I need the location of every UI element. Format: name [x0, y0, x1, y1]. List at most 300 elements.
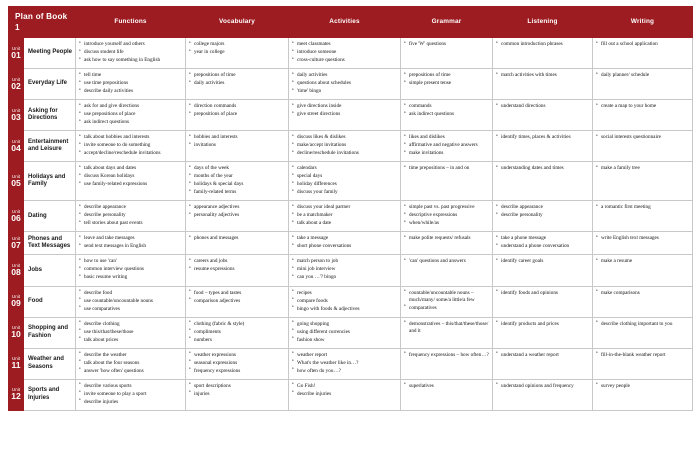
cell-writing — [593, 286, 693, 317]
cell-list — [404, 258, 489, 265]
cell-list — [596, 235, 689, 242]
cell-functions — [76, 379, 186, 410]
cell-activities — [289, 100, 401, 131]
cell-activities — [289, 131, 401, 162]
cell-list — [404, 204, 489, 227]
cell-listening — [493, 38, 593, 69]
list-item: • discuss student life — [79, 49, 182, 56]
list-item: • tell time — [79, 72, 182, 79]
list-item: • use countable/uncountable nouns — [79, 298, 182, 305]
list-item: • use this/that/these/those — [79, 329, 182, 336]
cell-vocabulary — [186, 162, 289, 201]
list-item: • countable/uncountable nouns – much/many/ some/a little/a few — [404, 290, 489, 304]
list-item: • describe appearance — [496, 204, 589, 211]
cell-list — [79, 165, 182, 188]
cell-vocabulary — [186, 317, 289, 348]
list-item: • social interests questionnaire — [596, 134, 689, 141]
list-item: • fill-in-the-blank weather report — [596, 352, 689, 359]
unit-number-cell — [9, 255, 24, 286]
list-item: • daily planner/ schedule — [596, 72, 689, 79]
list-item: • describe clothing important to you — [596, 321, 689, 328]
list-item: • use family-related expressions — [79, 181, 182, 188]
cell-functions — [76, 38, 186, 69]
list-item: • write English text messages — [596, 235, 689, 242]
cell-writing — [593, 255, 693, 286]
cell-list — [496, 258, 589, 265]
unit-title: Weather and Seasons — [24, 348, 76, 379]
list-item: • identify times, places & activities — [496, 134, 589, 141]
table-row — [9, 348, 693, 379]
list-item: • family-related terms — [189, 189, 285, 196]
list-item: • understanding dates and times — [496, 165, 589, 172]
list-item: • basic resume writing — [79, 274, 182, 281]
list-item: • talk about hobbies and interests — [79, 134, 182, 141]
table-row — [9, 232, 693, 255]
list-item: • understand opinions and frequency — [496, 383, 589, 390]
list-item: • common introduction phrases — [496, 41, 589, 48]
list-item: • 'can' questions and answers — [404, 258, 489, 265]
list-item: • phones and messages — [189, 235, 285, 242]
unit-number: 11 — [11, 360, 21, 371]
cell-vocabulary — [186, 201, 289, 232]
unit-title: Entertainment and Leisure — [24, 131, 76, 162]
cell-list — [189, 103, 285, 118]
list-item: • direction commands — [189, 103, 285, 110]
cell-list — [404, 103, 489, 118]
cell-listening — [493, 348, 593, 379]
cell-activities — [289, 255, 401, 286]
table-row — [9, 201, 693, 232]
plan-table — [8, 6, 693, 411]
cell-list — [189, 321, 285, 344]
unit-title: Food — [24, 286, 76, 317]
cell-grammar — [401, 38, 493, 69]
list-item: • describe clothing — [79, 321, 182, 328]
cell-activities — [289, 317, 401, 348]
list-item: • demonstratives – this/that/these/those/ and it — [404, 321, 489, 335]
list-item: • affirmative and negative answers — [404, 142, 489, 149]
cell-activities — [289, 348, 401, 379]
cell-grammar — [401, 348, 493, 379]
cell-list — [292, 41, 397, 64]
cell-list — [496, 103, 589, 110]
list-item: • can you …'? bingo — [292, 274, 397, 281]
list-item: • ask indirect questions — [79, 119, 182, 126]
list-item: • calendars — [292, 165, 397, 172]
unit-label: Unit — [11, 76, 21, 82]
cell-functions — [76, 201, 186, 232]
unit-number: 06 — [11, 213, 21, 224]
list-item: • time prepositions – in and on — [404, 165, 489, 172]
cell-list — [292, 165, 397, 196]
list-item: • college majors — [189, 41, 285, 48]
cell-list — [79, 258, 182, 281]
cell-list — [189, 41, 285, 56]
list-item: • describe daily activities — [79, 88, 182, 95]
list-item: • talk about prices — [79, 337, 182, 344]
unit-label: Unit — [11, 236, 21, 242]
cell-writing — [593, 201, 693, 232]
unit-number-cell — [9, 348, 24, 379]
cell-activities — [289, 232, 401, 255]
list-item: • meet classmates — [292, 41, 397, 48]
cell-list — [189, 134, 285, 149]
cell-list — [189, 290, 285, 305]
cell-list — [79, 134, 182, 157]
cell-list — [292, 321, 397, 344]
column-header-functions: Functions — [76, 7, 186, 38]
cell-list — [496, 72, 589, 79]
list-item: • numbers — [189, 337, 285, 344]
list-item: • fill out a school application — [596, 41, 689, 48]
cell-list — [596, 72, 689, 79]
list-item: • ask how to say something in English — [79, 57, 182, 64]
list-item: • cross-culture questions — [292, 57, 397, 64]
cell-listening — [493, 162, 593, 201]
cell-list — [292, 290, 397, 313]
unit-number-cell — [9, 232, 24, 255]
cell-list — [189, 165, 285, 196]
cell-list — [292, 134, 397, 157]
list-item: • invitations — [189, 142, 285, 149]
list-item: • take a phone message — [496, 235, 589, 242]
list-item: • be a matchmaker — [292, 212, 397, 219]
list-item: • describe appearance — [79, 204, 182, 211]
list-item: • identify products and prices — [496, 321, 589, 328]
cell-list — [292, 204, 397, 227]
page-title — [9, 7, 76, 38]
unit-title: Meeting People — [24, 38, 76, 69]
list-item: • match activities with times — [496, 72, 589, 79]
list-item: • commands — [404, 103, 489, 110]
cell-list — [496, 134, 589, 141]
cell-list — [596, 165, 689, 172]
unit-label: Unit — [11, 325, 21, 331]
cell-listening — [493, 131, 593, 162]
cell-list — [404, 165, 489, 172]
list-item: • answer 'how often' questions — [79, 368, 182, 375]
cell-list — [404, 321, 489, 335]
cell-list — [79, 352, 182, 375]
list-item: • using different currencies — [292, 329, 397, 336]
cell-list — [292, 235, 397, 250]
unit-number: 03 — [11, 112, 21, 123]
table-body — [9, 38, 693, 411]
list-item: • Go Fish! — [292, 383, 397, 390]
cell-writing — [593, 38, 693, 69]
cell-list — [189, 204, 285, 219]
unit-number-cell — [9, 100, 24, 131]
list-item: • daily activities — [292, 72, 397, 79]
unit-title: Sports and Injuries — [24, 379, 76, 410]
list-item: • create a map to your home — [596, 103, 689, 110]
unit-number: 09 — [11, 298, 21, 309]
list-item: • invite someone to do something — [79, 142, 182, 149]
unit-label: Unit — [11, 107, 21, 113]
column-header-writing: Writing — [593, 7, 693, 38]
list-item: • make a resume — [596, 258, 689, 265]
unit-title: Phones and Text Messages — [24, 232, 76, 255]
unit-number: 04 — [11, 143, 21, 154]
list-item: • clothing (fabric & style) — [189, 321, 285, 328]
cell-listening — [493, 100, 593, 131]
list-item: • tell stories about past events — [79, 220, 182, 227]
list-item: • common interview questions — [79, 266, 182, 273]
cell-listening — [493, 232, 593, 255]
cell-list — [404, 383, 489, 390]
unit-label: Unit — [11, 174, 21, 180]
page-title-text: Plan of Book 1 — [15, 12, 68, 33]
unit-title: Everyday Life — [24, 69, 76, 100]
list-item: • simple past vs. past progressive — [404, 204, 489, 211]
list-item: • make invitations — [404, 150, 489, 157]
list-item: • simple present tense — [404, 80, 489, 87]
list-item: • use prepositions of place — [79, 111, 182, 118]
cell-list — [79, 321, 182, 344]
cell-vocabulary — [186, 100, 289, 131]
list-item: • decline/reschedule invitations — [292, 150, 397, 157]
list-item: • fashion show — [292, 337, 397, 344]
list-item: • days of the week — [189, 165, 285, 172]
unit-number: 12 — [11, 391, 21, 402]
cell-list — [596, 290, 689, 297]
list-item: • describe food — [79, 290, 182, 297]
cell-list — [292, 72, 397, 95]
cell-list — [292, 352, 397, 375]
list-item: • make comparisons — [596, 290, 689, 297]
list-item: • holiday differences — [292, 181, 397, 188]
cell-list — [79, 204, 182, 227]
list-item: • food – types and tastes — [189, 290, 285, 297]
cell-vocabulary — [186, 286, 289, 317]
unit-label: Unit — [11, 209, 21, 215]
list-item: • resume expressions — [189, 266, 285, 273]
cell-functions — [76, 232, 186, 255]
table-row — [9, 38, 693, 69]
cell-list — [596, 103, 689, 110]
unit-title: Jobs — [24, 255, 76, 286]
cell-list — [596, 383, 689, 390]
cell-functions — [76, 162, 186, 201]
list-item: • accept/decline/reschedule invitations — [79, 150, 182, 157]
unit-title: Shopping and Fashion — [24, 317, 76, 348]
list-item: • make a family tree — [596, 165, 689, 172]
list-item: • year in college — [189, 49, 285, 56]
unit-number: 02 — [11, 80, 21, 91]
column-header-listening: Listening — [493, 7, 593, 38]
cell-functions — [76, 348, 186, 379]
cell-grammar — [401, 379, 493, 410]
list-item: • frequency expressions – how often…? — [404, 352, 489, 359]
cell-grammar — [401, 131, 493, 162]
list-item: • What's the weather like in…? — [292, 360, 397, 367]
unit-number-cell — [9, 286, 24, 317]
unit-title: Asking for Directions — [24, 100, 76, 131]
unit-number-cell — [9, 38, 24, 69]
list-item: • weather report — [292, 352, 397, 359]
list-item: • questions about schedules — [292, 80, 397, 87]
list-item: • describe the weather — [79, 352, 182, 359]
unit-number-cell — [9, 69, 24, 100]
list-item: • hobbies and interests — [189, 134, 285, 141]
list-item: • special days — [292, 173, 397, 180]
unit-number-cell — [9, 131, 24, 162]
cell-grammar — [401, 232, 493, 255]
list-item: • describe personality — [496, 212, 589, 219]
table-row — [9, 100, 693, 131]
table-row — [9, 317, 693, 348]
cell-listening — [493, 69, 593, 100]
cell-writing — [593, 162, 693, 201]
list-item: • ask for and give directions — [79, 103, 182, 110]
cell-grammar — [401, 100, 493, 131]
cell-list — [496, 41, 589, 48]
cell-writing — [593, 317, 693, 348]
cell-functions — [76, 131, 186, 162]
list-item: • survey people — [596, 383, 689, 390]
list-item: • invite someone to play a sport — [79, 391, 182, 398]
list-item: • understand a phone conversation — [496, 243, 589, 250]
cell-list — [404, 352, 489, 359]
cell-listening — [493, 201, 593, 232]
list-item: • give street directions — [292, 111, 397, 118]
cell-vocabulary — [186, 348, 289, 379]
list-item: • compare foods — [292, 298, 397, 305]
cell-list — [596, 258, 689, 265]
cell-functions — [76, 69, 186, 100]
cell-list — [496, 321, 589, 328]
cell-activities — [289, 201, 401, 232]
list-item: • sport descriptions — [189, 383, 285, 390]
cell-functions — [76, 317, 186, 348]
unit-number: 10 — [11, 329, 21, 340]
cell-list — [79, 235, 182, 250]
unit-number: 08 — [11, 267, 21, 278]
list-item: • appearance adjectives — [189, 204, 285, 211]
cell-list — [189, 352, 285, 375]
table-row — [9, 69, 693, 100]
list-item: • talk about days and dates — [79, 165, 182, 172]
cell-writing — [593, 100, 693, 131]
cell-grammar — [401, 162, 493, 201]
cell-list — [496, 165, 589, 172]
list-item: • describe injuries — [292, 391, 397, 398]
unit-number: 07 — [11, 240, 21, 251]
list-item: • descriptive expressions — [404, 212, 489, 219]
list-item: • introduce yourself and others — [79, 41, 182, 48]
unit-title: Dating — [24, 201, 76, 232]
list-item: • discuss Korean holidays — [79, 173, 182, 180]
unit-number-cell — [9, 201, 24, 232]
list-item: • mini job interview — [292, 266, 397, 273]
table-row — [9, 131, 693, 162]
unit-label: Unit — [11, 263, 21, 269]
cell-grammar — [401, 286, 493, 317]
table-row — [9, 286, 693, 317]
cell-list — [596, 204, 689, 211]
cell-list — [79, 103, 182, 126]
list-item: • superlatives — [404, 383, 489, 390]
list-item: • seasonal expressions — [189, 360, 285, 367]
cell-grammar — [401, 201, 493, 232]
cell-functions — [76, 255, 186, 286]
table-row — [9, 255, 693, 286]
list-item: • talk about a date — [292, 220, 397, 227]
list-item: • comparison adjectives — [189, 298, 285, 305]
cell-writing — [593, 232, 693, 255]
list-item: • holidays & special days — [189, 181, 285, 188]
list-item: • daily activities — [189, 80, 285, 87]
cell-vocabulary — [186, 38, 289, 69]
cell-list — [404, 235, 489, 242]
table-header — [9, 7, 693, 38]
cell-vocabulary — [186, 379, 289, 410]
cell-list — [596, 41, 689, 48]
list-item: • frequency expressions — [189, 368, 285, 375]
list-item: • how to use 'can' — [79, 258, 182, 265]
list-item: • understand directions — [496, 103, 589, 110]
list-item: • identify foods and opinions — [496, 290, 589, 297]
list-item: • personality adjectives — [189, 212, 285, 219]
cell-functions — [76, 286, 186, 317]
list-item: • prepositions of time — [189, 72, 285, 79]
list-item: • weather expressions — [189, 352, 285, 359]
cell-vocabulary — [186, 69, 289, 100]
list-item: • ask indirect questions — [404, 111, 489, 118]
cell-list — [496, 204, 589, 219]
cell-listening — [493, 317, 593, 348]
list-item: • short phone conversations — [292, 243, 397, 250]
cell-activities — [289, 286, 401, 317]
list-item: • comparatives — [404, 305, 489, 312]
list-item: • discuss your family — [292, 189, 397, 196]
unit-label: Unit — [11, 139, 21, 145]
unit-number-cell — [9, 162, 24, 201]
cell-writing — [593, 348, 693, 379]
cell-activities — [289, 69, 401, 100]
cell-list — [404, 72, 489, 87]
unit-label: Unit — [11, 45, 21, 51]
list-item: • 'time' bingo — [292, 88, 397, 95]
unit-number-cell — [9, 379, 24, 410]
list-item: • understand a weather report — [496, 352, 589, 359]
list-item: • how often do you…? — [292, 368, 397, 375]
cell-list — [596, 134, 689, 141]
cell-writing — [593, 131, 693, 162]
cell-activities — [289, 379, 401, 410]
table-row — [9, 162, 693, 201]
list-item: • discuss likes & dislikes — [292, 134, 397, 141]
list-item: • injuries — [189, 391, 285, 398]
cell-list — [404, 134, 489, 157]
list-item: • careers and jobs — [189, 258, 285, 265]
cell-grammar — [401, 255, 493, 286]
cell-list — [292, 103, 397, 118]
list-item: • introduce someone — [292, 49, 397, 56]
cell-grammar — [401, 317, 493, 348]
cell-list — [79, 290, 182, 313]
cell-list — [496, 352, 589, 359]
cell-listening — [493, 255, 593, 286]
cell-list — [596, 352, 689, 359]
unit-number-cell — [9, 317, 24, 348]
list-item: • match person to job — [292, 258, 397, 265]
cell-list — [79, 383, 182, 406]
cell-vocabulary — [186, 232, 289, 255]
cell-activities — [289, 38, 401, 69]
list-item: • bingo with foods & adjectives — [292, 306, 397, 313]
cell-vocabulary — [186, 131, 289, 162]
